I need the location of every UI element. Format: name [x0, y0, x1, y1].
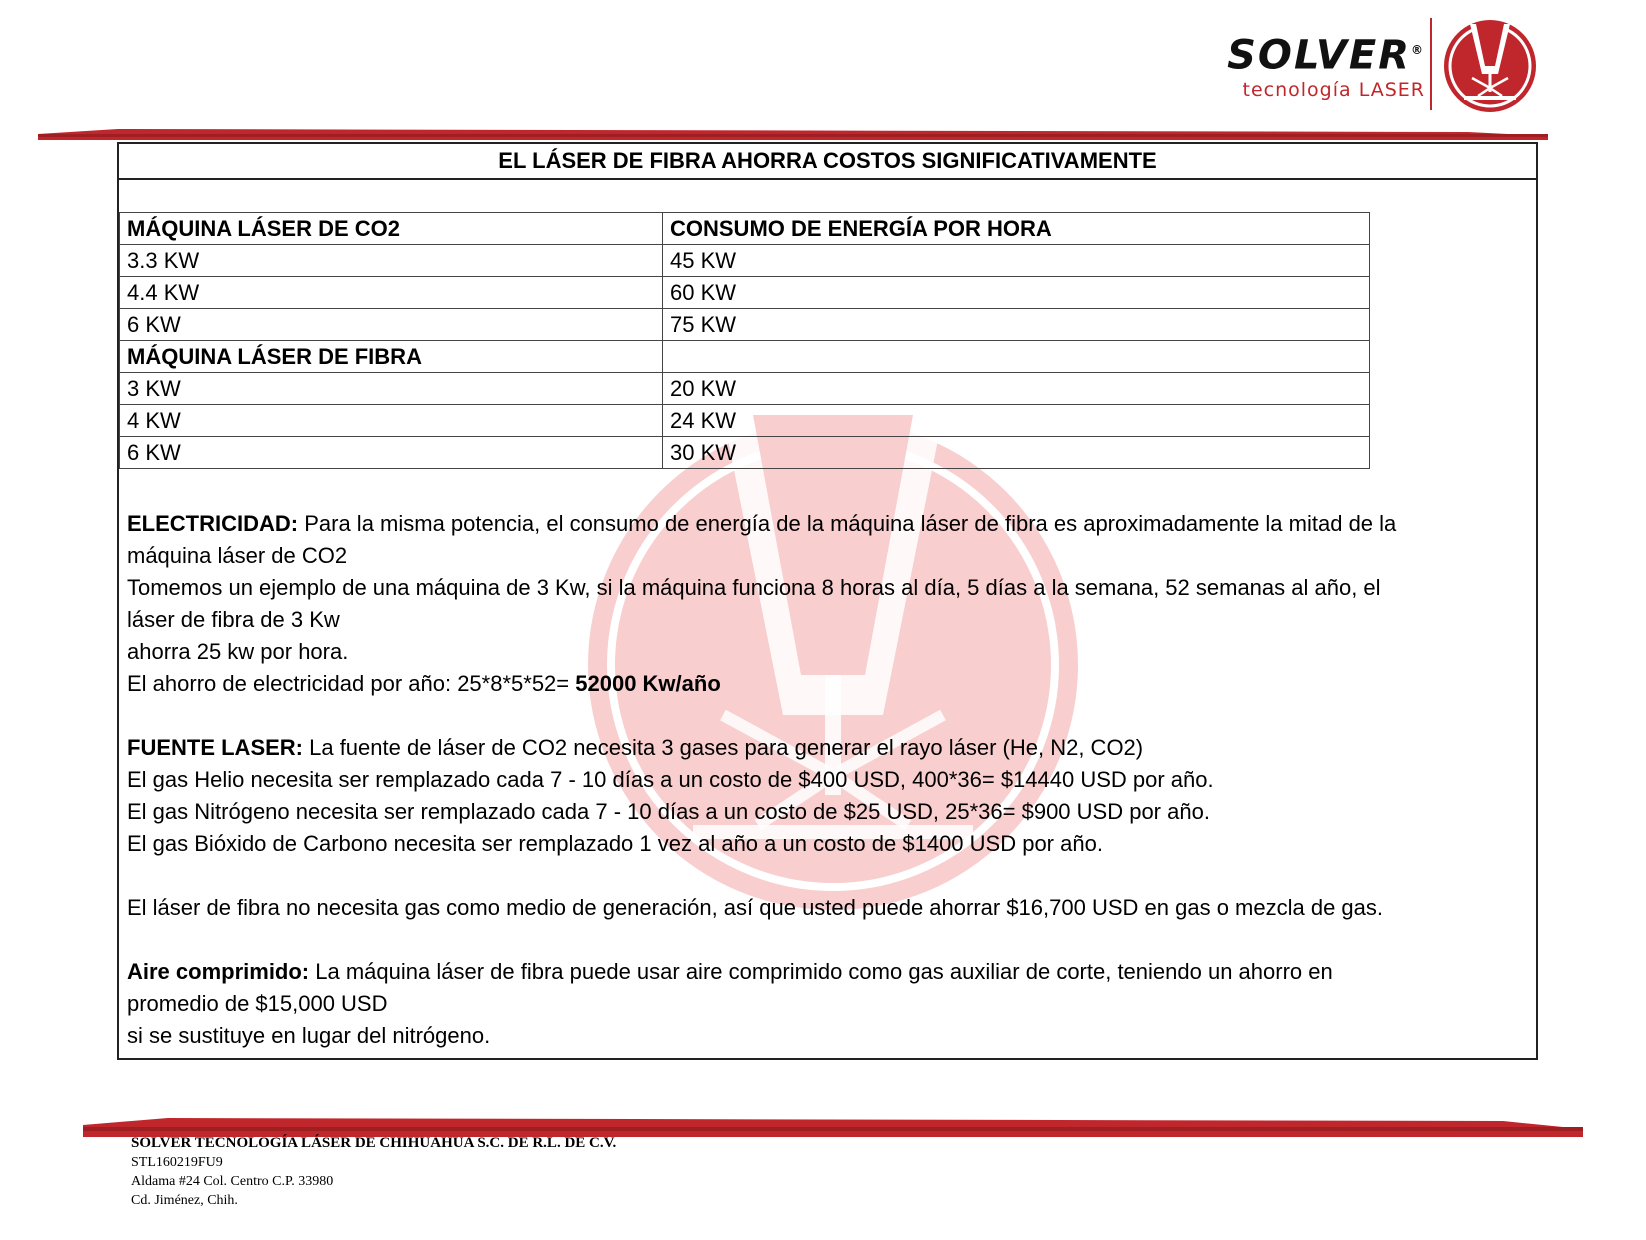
table-row — [120, 277, 1370, 309]
footer-city: Cd. Jiménez, Chih. — [131, 1193, 238, 1208]
table-cell: 75 KW — [663, 309, 1370, 341]
text-line: Para la misma potencia, el consumo de energía de la máquina láser de fibra es aproximadamente la mitad de la — [298, 511, 1397, 536]
electricity-paragraph — [127, 508, 1527, 540]
document-title: EL LÁSER DE FIBRA AHORRA COSTOS SIGNIFICATIVAMENTE — [119, 144, 1536, 180]
text-line: La máquina láser de fibra puede usar aire comprimido como gas auxiliar de corte, teniendo un ahorro en — [309, 959, 1333, 984]
footer-address: Aldama #24 Col. Centro C.P. 33980 — [131, 1174, 334, 1189]
content-frame — [117, 142, 1538, 1060]
table-row — [120, 245, 1370, 277]
compressed-air-label: Aire comprimido: — [127, 959, 310, 984]
table-cell: 24 KW — [663, 405, 1370, 437]
document-body — [127, 508, 1527, 1052]
table-cell: 45 KW — [663, 245, 1370, 277]
footer-company: SOLVER TECNOLOGÍA LÁSER DE CHIHUAHUA S.C. DE R.L. DE C.V. — [131, 1135, 617, 1151]
text-line: láser de fibra de 3 Kw — [127, 607, 340, 632]
text-line: El gas Bióxido de Carbono necesita ser remplazado 1 vez al año a un costo de $1400 USD por año. — [127, 831, 1103, 856]
co2-machine-header: MÁQUINA LÁSER DE CO2 — [120, 213, 663, 245]
text-line: El ahorro de electricidad por año: 25*8*5*52= — [127, 671, 576, 696]
electricity-label: ELECTRICIDAD: — [127, 511, 299, 536]
table-row — [120, 341, 1370, 373]
footer — [131, 1134, 616, 1210]
laser-logo-icon — [1440, 16, 1540, 116]
fiber-machine-header: MÁQUINA LÁSER DE FIBRA — [120, 341, 663, 373]
laser-source-label: FUENTE LASER: — [127, 735, 303, 760]
table-cell: 6 KW — [120, 309, 663, 341]
brand-name: SOLVER® — [1227, 32, 1425, 79]
compressed-air-paragraph — [127, 956, 1527, 988]
text-line: Tomemos un ejemplo de una máquina de 3 Kw, si la máquina funciona 8 horas al día, 5 días a la semana, 52 semanas al año, el — [127, 575, 1381, 600]
laser-source-paragraph — [127, 732, 1527, 764]
text-line: ahorra 25 kw por hora. — [127, 639, 349, 664]
table-row — [120, 213, 1370, 245]
registered-mark: ® — [1411, 43, 1425, 57]
table-cell: 4.4 KW — [120, 277, 663, 309]
brand-separator — [1430, 18, 1432, 110]
table-cell: 3 KW — [120, 373, 663, 405]
brand-tagline: tecnología LASER — [1242, 79, 1425, 102]
header-red-band — [38, 128, 1548, 142]
footer-rfc: STL160219FU9 — [131, 1155, 223, 1170]
text-line: si se sustituye en lugar del nitrógeno. — [127, 1023, 491, 1048]
electricity-savings-value: 52000 Kw/año — [575, 671, 721, 696]
energy-consumption-table — [119, 212, 1370, 469]
text-line: El gas Helio necesita ser remplazado cada 7 - 10 días a un costo de $400 USD, 400*36= $14440 USD por año. — [127, 767, 1214, 792]
table-cell: 6 KW — [120, 437, 663, 469]
no-gas-paragraph: El láser de fibra no necesita gas como medio de generación, así que usted puede ahorrar $16,700 USD en gas o mezcla de gas. — [127, 895, 1383, 920]
table-row — [120, 309, 1370, 341]
electricity-savings-line — [127, 668, 1527, 700]
table-row — [120, 405, 1370, 437]
text-line: promedio de $15,000 USD — [127, 991, 388, 1016]
consumption-header: CONSUMO DE ENERGÍA POR HORA — [663, 213, 1370, 245]
table-cell: 20 KW — [663, 373, 1370, 405]
table-cell — [663, 341, 1370, 373]
table-cell: 60 KW — [663, 277, 1370, 309]
text-line: El gas Nitrógeno necesita ser remplazado cada 7 - 10 días a un costo de $25 USD, 25*36= $900 USD por año. — [127, 799, 1210, 824]
brand-block — [1185, 30, 1425, 101]
table-row — [120, 373, 1370, 405]
table-cell: 4 KW — [120, 405, 663, 437]
table-row — [120, 437, 1370, 469]
text-line: La fuente de láser de CO2 necesita 3 gases para generar el rayo láser (He, N2, CO2) — [303, 735, 1144, 760]
text-line: máquina láser de CO2 — [127, 543, 348, 568]
table-cell: 30 KW — [663, 437, 1370, 469]
table-cell: 3.3 KW — [120, 245, 663, 277]
